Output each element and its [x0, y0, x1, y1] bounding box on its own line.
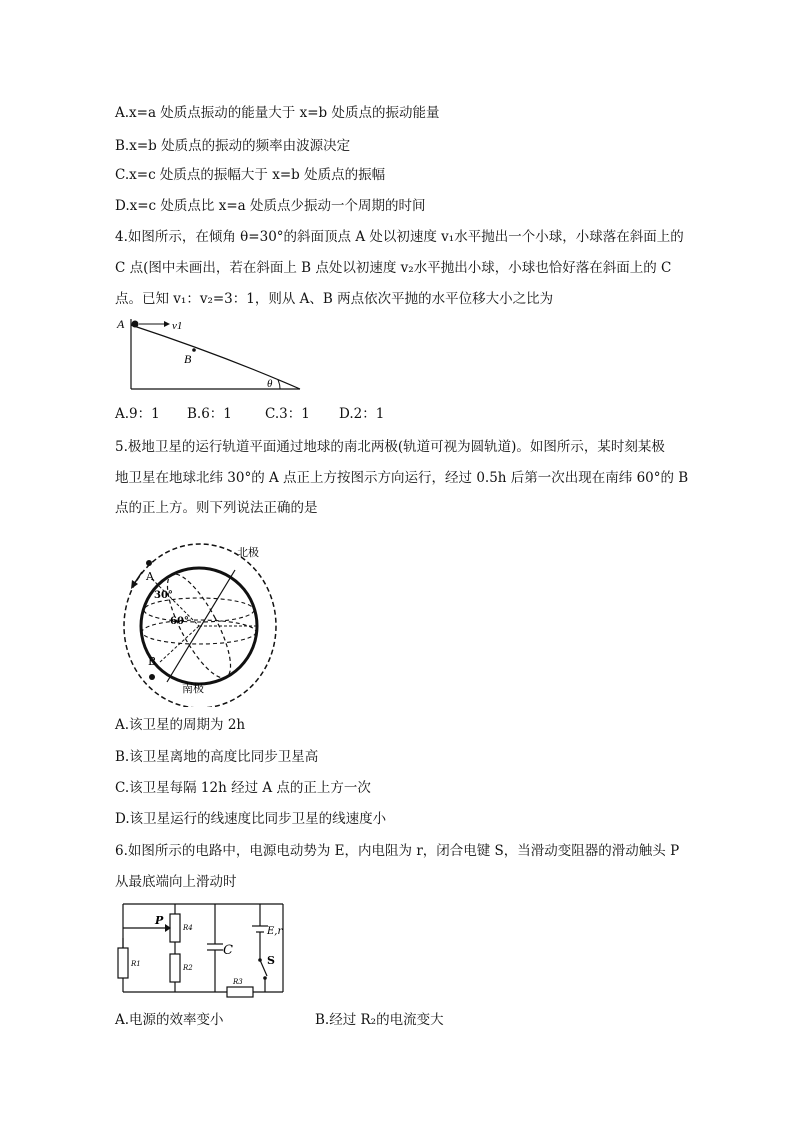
q3-option-a: A.x=a 处质点振动的能量大于 x=b 处质点的振动能量 [115, 105, 440, 121]
q4-label-b: B [184, 352, 192, 366]
q5-label-a: A [146, 570, 154, 583]
q5-label-30: 30° [154, 590, 173, 601]
q6-label-r4: R4 [183, 924, 193, 932]
q5-label-b: B [148, 655, 157, 668]
q6-label-r3: R3 [233, 978, 243, 986]
q3-option-b: B.x=b 处质点的振动的频率由波源决定 [115, 138, 351, 154]
q4-options [115, 405, 384, 423]
q5-stem-line-3: 点的正上方。则下列说法正确的是 [115, 500, 318, 516]
q5-option-a: A.该卫星的周期为 2h [115, 717, 246, 733]
q5-label-north: 北极 [237, 546, 259, 559]
q4-option-b: B.6：1 [187, 406, 232, 422]
q5-option-c: C.该卫星每隔 12h 经过 A 点的正上方一次 [115, 780, 371, 796]
q6-option-b: B.经过 R₂的电流变大 [315, 1012, 444, 1028]
q6-label-r1: R1 [131, 960, 141, 968]
q4-option-a: A.9：1 [115, 406, 160, 422]
q4-stem-line-1: 4.如图所示，在倾角 θ=30°的斜面顶点 A 处以初速度 v₁水平抛出一个小球，小球落在斜面上的 [115, 229, 684, 245]
q4-label-v1: v1 [172, 320, 183, 332]
q5-label-south: 南极 [182, 682, 204, 695]
q3-option-c: C.x=c 处质点的振幅大于 x=b 处质点的振幅 [115, 167, 386, 183]
q5-option-b: B.该卫星离地的高度比同步卫星高 [115, 749, 319, 765]
q4-label-a: A [117, 317, 125, 331]
q5-label-60: 60° [170, 616, 189, 627]
q5-option-d: D.该卫星运行的线速度比同步卫星的线速度小 [115, 811, 387, 827]
q4-option-d: D.2：1 [339, 406, 385, 422]
q5-stem-line-1: 5.极地卫星的运行轨道平面通过地球的南北两极(轨道可视为圆轨道)。如图所示，某时刻某极 [115, 439, 665, 455]
q3-option-d: D.x=c 处质点比 x=a 处质点少振动一个周期的时间 [115, 198, 426, 214]
q6-label-c: C [223, 943, 233, 958]
q4-option-c: C.3：1 [265, 406, 310, 422]
q4-stem-line-3: 点。已知 v₁：v₂=3：1，则从 A、B 两点依次平抛的水平位移大小之比为 [115, 291, 554, 307]
q6-stem-line-2: 从最底端向上滑动时 [115, 874, 237, 890]
q6-label-p: P [155, 914, 164, 927]
q4-stem-line-2: C 点(图中未画出，若在斜面上 B 点处以初速度 v₂水平抛出小球，小球也恰好落在斜面上的 C [115, 260, 672, 276]
q4-label-theta: θ [267, 378, 273, 390]
q6-label-s: S [267, 954, 275, 967]
q6-option-a: A.电源的效率变小 [115, 1012, 224, 1028]
q6-label-er: E,r [267, 926, 283, 937]
q6-circuit-figure [115, 898, 290, 1003]
q6-options [115, 1011, 444, 1029]
q5-stem-line-2: 地卫星在地球北纬 30°的 A 点正上方按图示方向运行，经过 0.5h 后第一次出现在南纬 60°的 B [115, 470, 689, 486]
q6-stem-line-1: 6.如图所示的电路中，电源电动势为 E，内电阻为 r，闭合电键 S，当滑动变阻器的滑动触头 P [115, 843, 680, 859]
q5-polar-orbit-figure [112, 532, 312, 707]
q6-label-r2: R2 [183, 964, 193, 972]
q4-incline-figure [112, 313, 312, 395]
